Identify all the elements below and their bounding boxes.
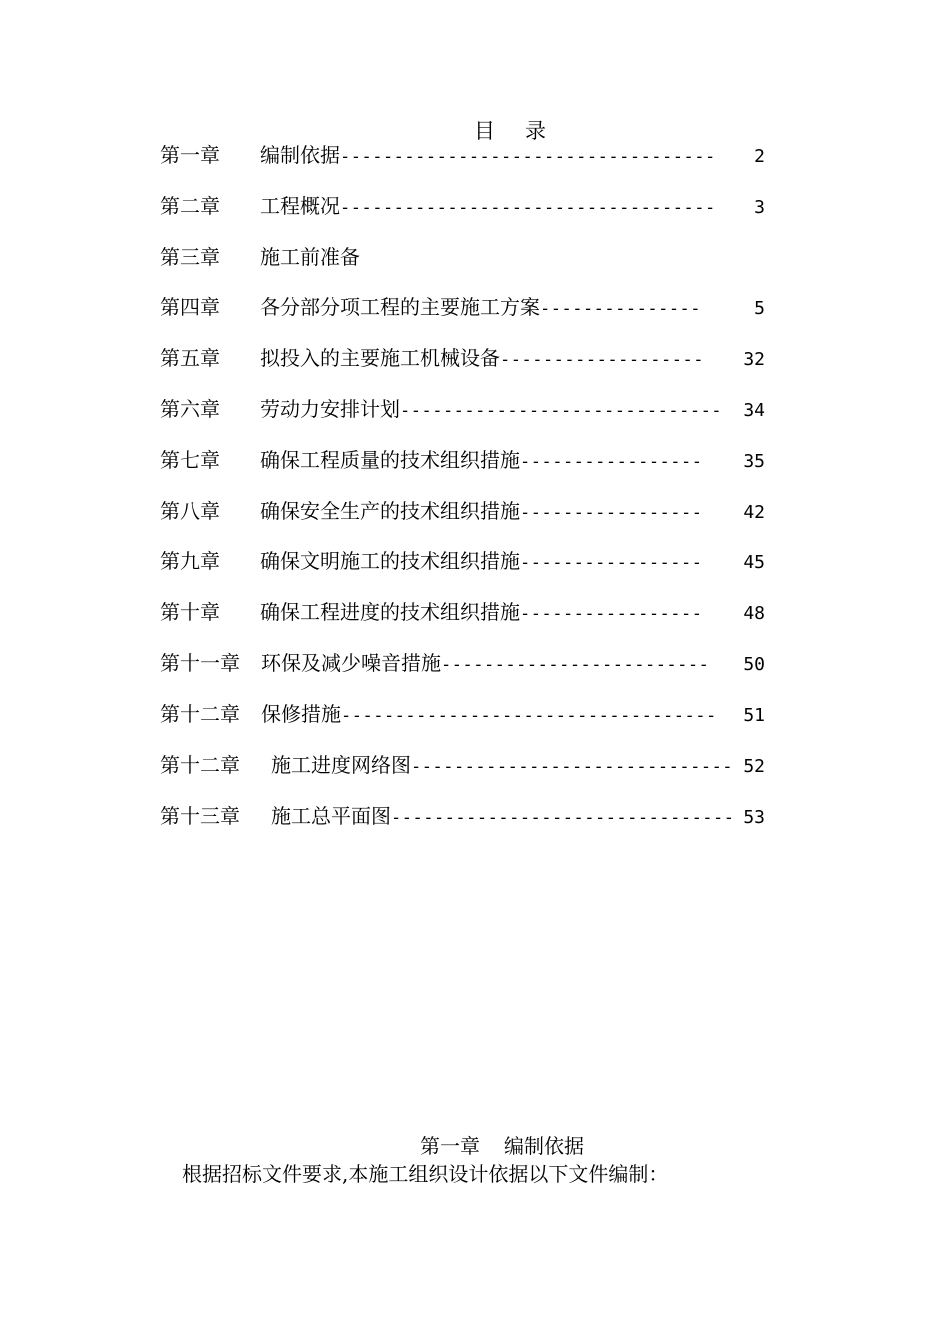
toc-entry: [160, 140, 765, 170]
toc-entry-title: 各分部分项工程的主要施工方案: [260, 295, 540, 319]
toc-dot-leader: -----------------: [520, 503, 703, 523]
toc-page-number: 5: [754, 298, 765, 319]
toc-entry: [160, 546, 765, 576]
toc-page-number: 3: [754, 197, 765, 218]
toc-entry-title: 编制依据: [260, 143, 340, 167]
toc-page-number: 48: [743, 603, 765, 624]
toc-entry: [160, 496, 765, 526]
section-title: 编制依据: [504, 1134, 584, 1158]
toc-chapter-label: 第十章: [160, 600, 220, 624]
toc-entry: [160, 801, 765, 831]
toc-dot-leader: -----------------------------------: [340, 147, 716, 167]
toc-entry-title: 劳动力安排计划: [260, 397, 400, 421]
toc-entry: [160, 343, 765, 373]
toc-entry: [160, 750, 765, 780]
toc-entry: [160, 597, 765, 627]
toc-entry: [160, 394, 765, 424]
toc-page-number: 53: [743, 807, 765, 828]
toc-entry-title: 确保工程进度的技术组织措施: [260, 600, 520, 624]
toc-entry: [160, 445, 765, 475]
toc-entry: [160, 292, 765, 322]
toc-page-number: 42: [743, 502, 765, 523]
section-heading: [420, 1130, 584, 1159]
toc-page-number: 52: [743, 756, 765, 777]
toc-chapter-label: 第五章: [160, 346, 220, 370]
toc-chapter-label: 第八章: [160, 499, 220, 523]
toc-page-number: 51: [743, 705, 765, 726]
toc-page-number: 50: [743, 654, 765, 675]
toc-page-number: 32: [743, 349, 765, 370]
toc-entry-title: 施工进度网络图: [271, 753, 411, 777]
toc-chapter-label: 第十三章: [160, 804, 240, 828]
toc-title-char-1: 目: [474, 119, 495, 143]
toc-title-char-2: 录: [525, 119, 546, 143]
toc-entry-title: 施工前准备: [260, 245, 360, 269]
toc-page-number: 45: [743, 552, 765, 573]
toc-entry: [160, 242, 765, 272]
toc-entry-title: 环保及减少噪音措施: [261, 651, 441, 675]
toc-chapter-label: 第一章: [160, 143, 220, 167]
toc-chapter-label: 第六章: [160, 397, 220, 421]
toc-chapter-label: 第九章: [160, 549, 220, 573]
toc-entry: [160, 648, 765, 678]
toc-chapter-label: 第四章: [160, 295, 220, 319]
toc-entry: [160, 699, 765, 729]
toc-dot-leader: -------------------------: [441, 655, 710, 675]
toc-entry-title: 拟投入的主要施工机械设备: [260, 346, 500, 370]
toc-chapter-label: 第七章: [160, 448, 220, 472]
toc-entry-title: 保修措施: [261, 702, 341, 726]
section-chapter: 第一章: [420, 1134, 480, 1158]
toc-dot-leader: ------------------------------: [400, 401, 723, 421]
toc-dot-leader: -----------------: [520, 553, 703, 573]
toc-chapter-label: 第三章: [160, 245, 220, 269]
toc-entry: [160, 191, 765, 221]
toc-entry-title: 工程概况: [260, 194, 340, 218]
toc-dot-leader: --------------------------------: [391, 808, 735, 828]
toc-dot-leader: ---------------: [540, 299, 702, 319]
toc-page-number: 2: [754, 146, 765, 167]
toc-dot-leader: -----------------: [520, 604, 703, 624]
toc-chapter-label: 第二章: [160, 194, 220, 218]
section-body-text: 根据招标文件要求,本施工组织设计依据以下文件编制：: [182, 1162, 669, 1186]
toc-entry-title: 确保工程质量的技术组织措施: [260, 448, 520, 472]
toc-entry-title: 确保文明施工的技术组织措施: [260, 549, 520, 573]
toc-chapter-label: 第十二章: [160, 753, 240, 777]
toc-chapter-label: 第十一章: [160, 651, 240, 675]
toc-page-number: 35: [743, 451, 765, 472]
toc-dot-leader: -----------------: [520, 452, 703, 472]
toc-page-number: 34: [743, 400, 765, 421]
toc-entry-title: 确保安全生产的技术组织措施: [260, 499, 520, 523]
toc-dot-leader: -----------------------------------: [341, 706, 717, 726]
toc-dot-leader: -------------------: [500, 350, 704, 370]
toc-entry-title: 施工总平面图: [271, 804, 391, 828]
toc-chapter-label: 第十二章: [160, 702, 240, 726]
toc-dot-leader: -----------------------------------: [340, 198, 716, 218]
toc-dot-leader: ------------------------------: [411, 757, 734, 777]
